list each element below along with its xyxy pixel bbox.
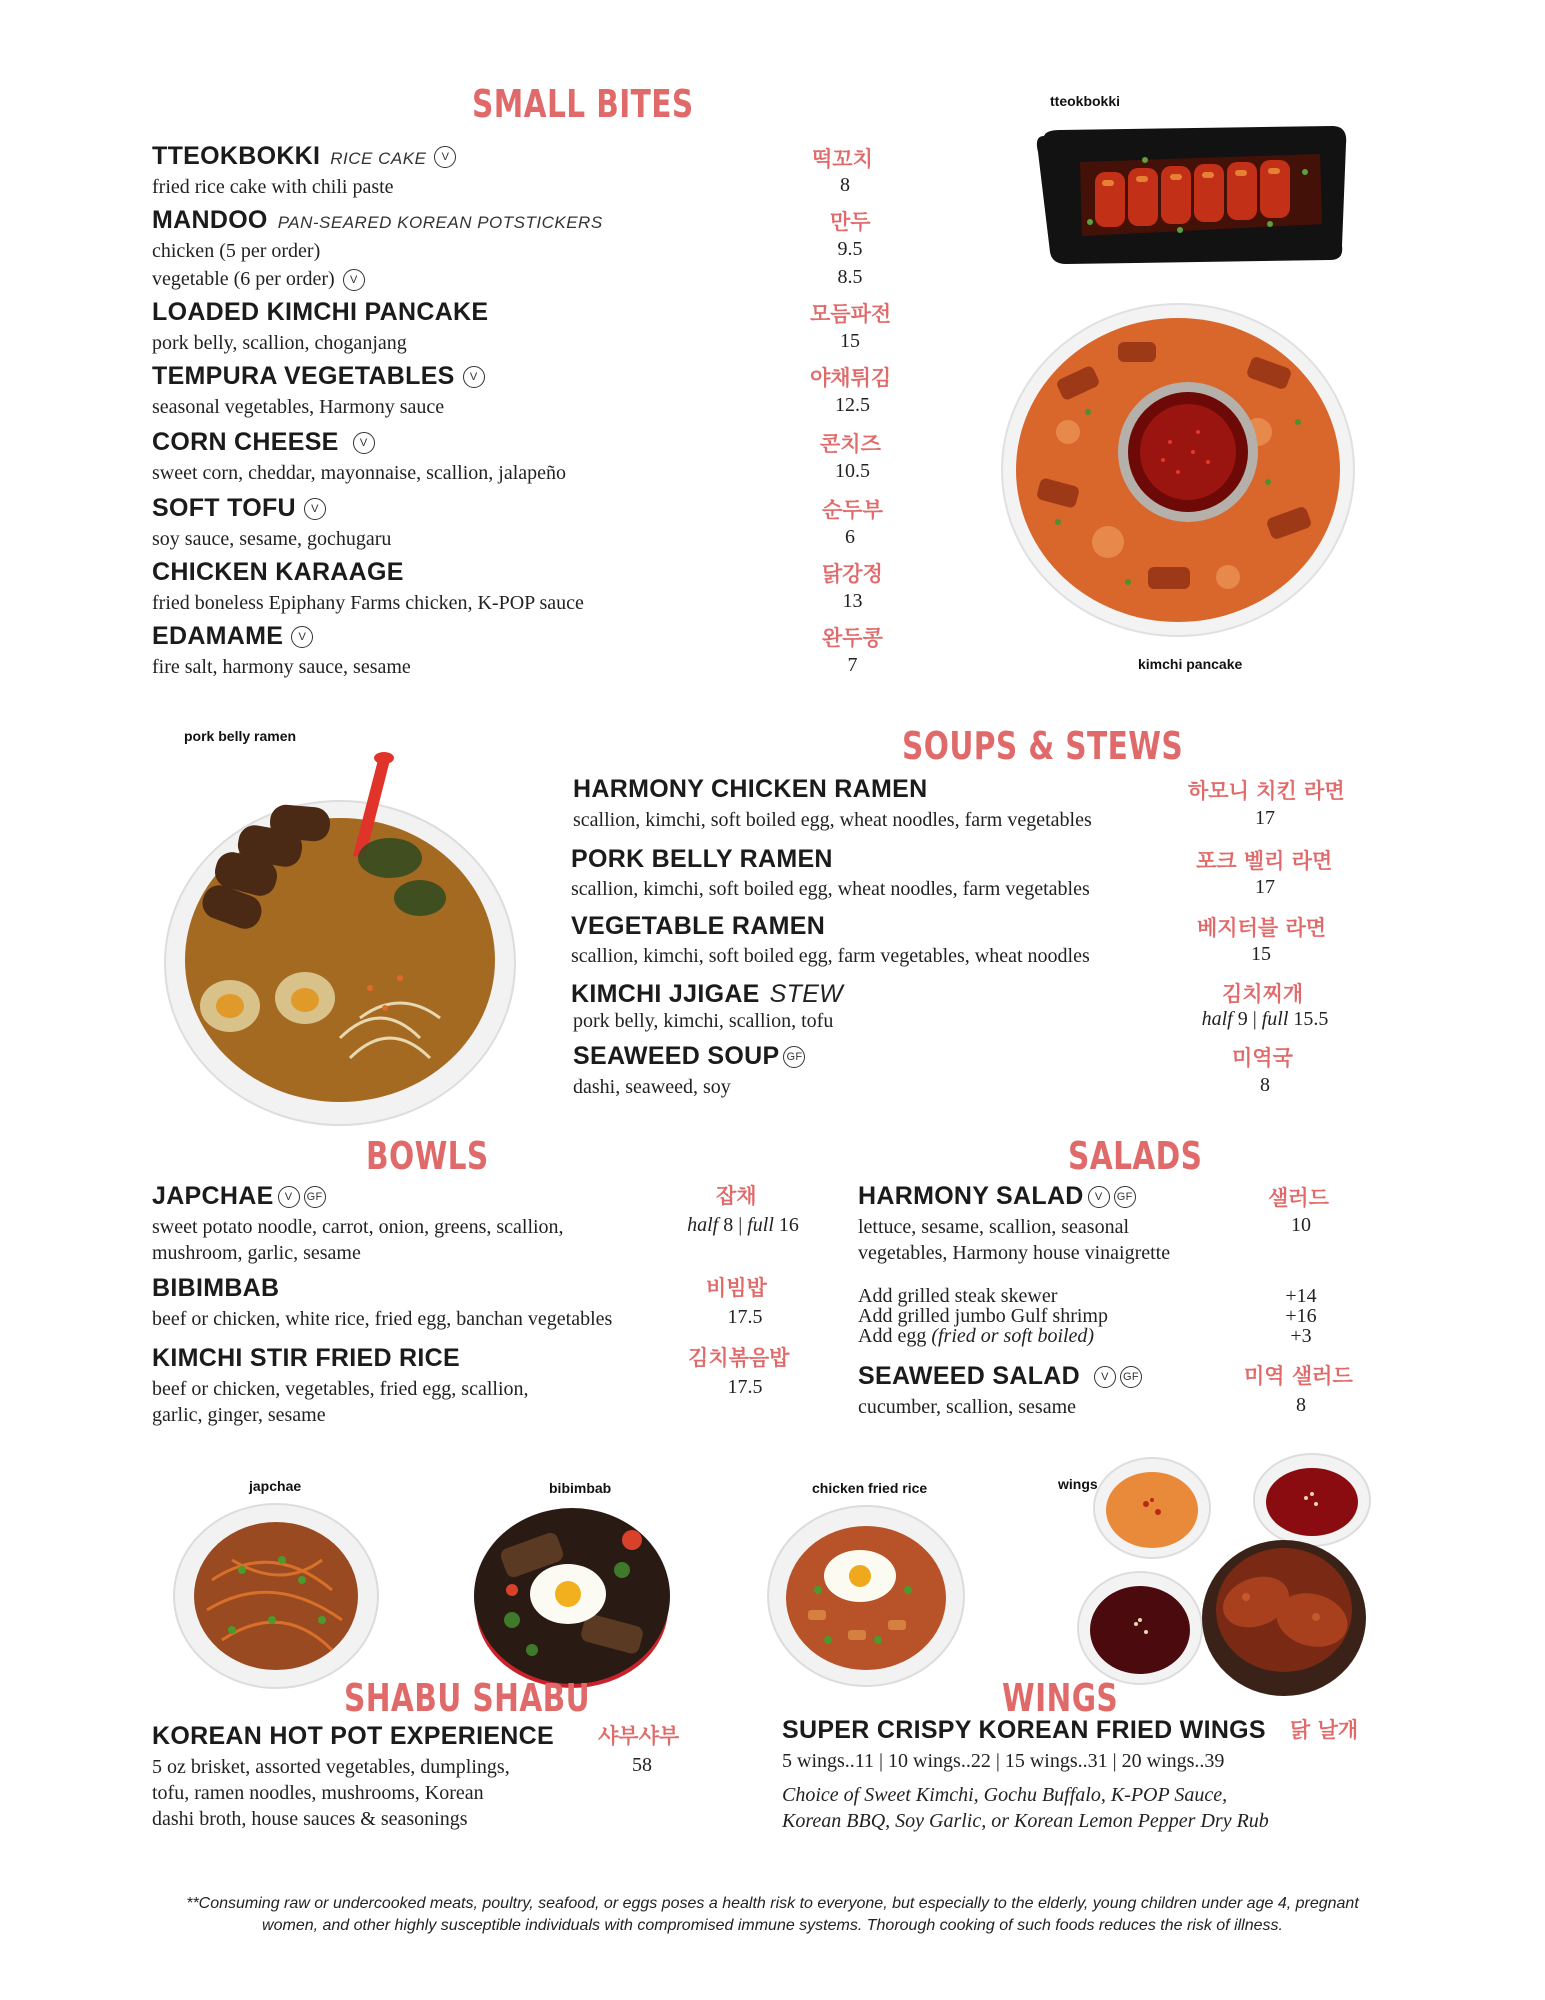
chicken-fried-rice-photo <box>768 1500 968 1690</box>
addon-shrimp: Add grilled jumbo Gulf shrimp <box>858 1305 1108 1327</box>
vegetarian-badge-icon: V <box>1094 1366 1116 1388</box>
gluten-free-badge-icon: GF <box>783 1046 805 1068</box>
photo-label: pork belly ramen <box>184 728 297 744</box>
menu-item-name: LOADED KIMCHI PANCAKE <box>152 298 489 326</box>
gluten-free-badge-icon: GF <box>1120 1366 1142 1388</box>
item-description: scallion, kimchi, soft boiled egg, farm vegetables, wheat noodles <box>571 945 1090 967</box>
item-korean-name: 포크 벨리 라면 <box>1196 849 1333 873</box>
item-korean-name: 베지터블 라면 <box>1197 916 1327 940</box>
addon-egg: Add egg (fried or soft boiled) <box>858 1325 1095 1347</box>
addon-steak: Add grilled steak skewer <box>858 1285 1058 1307</box>
item-price: 12.5 <box>835 394 870 416</box>
item-korean-name: 모듬파전 <box>810 302 892 326</box>
item-description: vegetables, Harmony house vinaigrette <box>858 1242 1171 1264</box>
item-price: 8 <box>1296 1394 1306 1416</box>
menu-item-name <box>152 142 456 171</box>
menu-item-name: KOREAN HOT POT EXPERIENCE <box>152 1722 554 1750</box>
section-title-soups-stews: SOUPS & STEWS <box>902 724 1184 768</box>
menu-item-name: KIMCHI JJIGAE STEW <box>571 980 844 1008</box>
item-price: 17.5 <box>727 1306 763 1328</box>
item-price: 9.5 <box>837 238 863 260</box>
menu-item-name <box>152 206 603 235</box>
tteokbokki-photo <box>1030 112 1350 272</box>
menu-item-name: CORN CHEESE V <box>152 428 375 457</box>
item-price: 17.5 <box>727 1376 763 1398</box>
item-korean-name: 닭 날개 <box>1290 1718 1359 1742</box>
item-price: 10 <box>1291 1214 1311 1236</box>
wings-sauce-choice: Choice of Sweet Kimchi, Gochu Buffalo, K-POP Sauce, <box>782 1784 1228 1806</box>
section-title-wings: WINGS <box>1002 1676 1119 1720</box>
section-title-bowls: BOWLS <box>366 1134 489 1178</box>
item-subtitle: STEW <box>769 980 844 1008</box>
menu-item-name: HARMONY SALAD V GF <box>858 1182 1136 1211</box>
item-price: 7 <box>847 654 858 676</box>
menu-item-name: HARMONY CHICKEN RAMEN <box>573 775 928 803</box>
item-subtitle: PAN-SEARED KOREAN POTSTICKERS <box>277 213 603 232</box>
menu-item-name: VEGETABLE RAMEN <box>571 912 826 940</box>
item-description: pork belly, kimchi, scallion, tofu <box>573 1010 834 1032</box>
menu-item-name: SEAWEED SOUP GF <box>573 1042 805 1071</box>
item-korean-name: 미역국 <box>1232 1046 1293 1070</box>
item-description: sweet potato noodle, carrot, onion, greens, scallion, <box>152 1216 564 1238</box>
photo-label: japchae <box>249 1478 302 1494</box>
item-korean-name: 잡채 <box>716 1184 757 1208</box>
item-price: 6 <box>845 526 855 548</box>
vegetarian-badge-icon: V <box>353 432 375 454</box>
addon-price: +16 <box>1285 1305 1317 1327</box>
item-price: 15 <box>1251 943 1271 965</box>
item-description: 5 oz brisket, assorted vegetables, dumplings, <box>152 1756 510 1778</box>
item-korean-name: 만두 <box>830 210 871 234</box>
photo-label: kimchi pancake <box>1138 656 1243 672</box>
item-price: 8 <box>1260 1074 1270 1096</box>
item-description: beef or chicken, vegetables, fried egg, scallion, <box>152 1378 529 1400</box>
photo-label: chicken fried rice <box>812 1480 928 1496</box>
menu-item-name: SOFT TOFU V <box>152 494 326 523</box>
vegetarian-badge-icon: V <box>278 1186 300 1208</box>
menu-item-name: SUPER CRISPY KOREAN FRIED WINGS <box>782 1716 1266 1744</box>
disclaimer-line: **Consuming raw or undercooked meats, poultry, seafood, or eggs poses a health risk to everyone, but especially to the elderly, young children under age 4, pregnant <box>186 1895 1359 1912</box>
item-description: mushroom, garlic, sesame <box>152 1242 361 1264</box>
item-price: 15 <box>840 330 860 352</box>
item-description: seasonal vegetables, Harmony sauce <box>152 396 445 418</box>
photo-label: wings <box>1058 1476 1098 1492</box>
item-description: fried rice cake with chili paste <box>152 176 394 198</box>
menu-item-name: SEAWEED SALAD V GF <box>858 1362 1142 1391</box>
item-description: scallion, kimchi, soft boiled egg, wheat noodles, farm vegetables <box>571 878 1090 900</box>
item-korean-name: 닭강정 <box>822 562 883 586</box>
addon-price: +3 <box>1290 1325 1312 1347</box>
menu-item-name: BIBIMBAB <box>152 1274 280 1302</box>
vegetarian-badge-icon: V <box>1088 1186 1110 1208</box>
gluten-free-badge-icon: GF <box>304 1186 326 1208</box>
item-name-tteokbokki: TTEOKBOKKI <box>152 142 321 170</box>
item-price: 17 <box>1255 807 1275 829</box>
health-disclaimer <box>90 1893 1455 1937</box>
item-price: 17 <box>1255 876 1275 898</box>
item-subtitle: RICE CAKE <box>330 149 427 168</box>
menu-item-name: EDAMAME V <box>152 622 313 651</box>
item-korean-name: 김치볶음밥 <box>688 1346 790 1370</box>
vegetarian-badge-icon: V <box>463 366 485 388</box>
section-title-shabu-shabu: SHABU SHABU <box>344 1676 591 1720</box>
item-description: cucumber, scallion, sesame <box>858 1396 1077 1418</box>
section-title-small-bites: SMALL BITES <box>472 82 694 126</box>
item-price: 8.5 <box>837 266 863 288</box>
menu-item-name: JAPCHAE V GF <box>152 1182 326 1211</box>
item-price: 58 <box>632 1754 652 1776</box>
disclaimer-line: women, and other highly susceptible individuals with compromised immune systems. Thorough cooking of such foods reduces the risk of illness. <box>262 1917 1283 1934</box>
item-korean-name: 미역 샐러드 <box>1244 1364 1353 1388</box>
item-korean-name: 하모니 치킨 라면 <box>1188 779 1345 803</box>
item-description: chicken (5 per order) <box>152 240 321 262</box>
menu-item-name: KIMCHI STIR FRIED RICE <box>152 1344 460 1372</box>
kimchi-pancake-photo <box>998 302 1368 642</box>
pork-belly-ramen-photo <box>160 738 530 1138</box>
vegetarian-badge-icon: V <box>291 626 313 648</box>
item-description: tofu, ramen noodles, mushrooms, Korean <box>152 1782 484 1804</box>
item-korean-name: 순두부 <box>822 498 883 522</box>
item-description: soy sauce, sesame, gochugaru <box>152 528 392 550</box>
item-description: fried boneless Epiphany Farms chicken, K-POP sauce <box>152 592 584 614</box>
item-price: 10.5 <box>835 460 870 482</box>
item-price-half-full: half 9 | full 15.5 <box>1201 1008 1329 1030</box>
bibimbab-photo <box>472 1500 672 1690</box>
item-description: scallion, kimchi, soft boiled egg, wheat noodles, farm vegetables <box>573 809 1092 831</box>
item-description: dashi broth, house sauces & seasonings <box>152 1808 468 1830</box>
item-korean-name: 완두콩 <box>822 626 883 650</box>
item-description: pork belly, scallion, choganjang <box>152 332 407 354</box>
menu-item-name: TEMPURA VEGETABLES V <box>152 362 485 391</box>
item-price: 13 <box>842 590 863 612</box>
menu-item-name: CHICKEN KARAAGE <box>152 558 404 586</box>
item-korean-name: 콘치즈 <box>820 432 881 456</box>
item-price-half-full: half 8 | full 16 <box>687 1214 799 1236</box>
item-description: garlic, ginger, sesame <box>152 1404 326 1426</box>
section-title-salads: SALADS <box>1068 1134 1203 1178</box>
photo-label: bibimbab <box>549 1480 612 1496</box>
item-korean-name: 샤부샤부 <box>598 1724 680 1748</box>
japchae-photo <box>172 1500 382 1690</box>
item-description: dashi, seaweed, soy <box>573 1076 731 1098</box>
photo-label: tteokbokki <box>1050 93 1121 109</box>
wings-photo <box>1066 1452 1386 1704</box>
item-description: vegetable (6 per order) V <box>152 266 365 292</box>
vegetarian-badge-icon: V <box>304 498 326 520</box>
item-name-mandoo: MANDOO <box>152 206 268 234</box>
item-description: sweet corn, cheddar, mayonnaise, scallion, jalapeño <box>152 462 567 484</box>
wings-pricing: 5 wings..11 | 10 wings..22 | 15 wings..31 | 20 wings..39 <box>782 1750 1225 1772</box>
item-description: fire salt, harmony sauce, sesame <box>152 656 411 678</box>
item-korean-name: 김치찌개 <box>1222 982 1304 1006</box>
gluten-free-badge-icon: GF <box>1114 1186 1136 1208</box>
item-price: 8 <box>840 174 850 196</box>
vegetarian-badge-icon: V <box>343 269 365 291</box>
item-korean-name: 떡꼬치 <box>812 147 873 171</box>
item-description: lettuce, sesame, scallion, seasonal <box>858 1216 1130 1238</box>
item-description: beef or chicken, white rice, fried egg, banchan vegetables <box>152 1308 613 1330</box>
menu-item-name: PORK BELLY RAMEN <box>571 845 833 873</box>
item-korean-name: 야채튀김 <box>810 366 892 390</box>
item-korean-name: 샐러드 <box>1268 1186 1329 1210</box>
addon-price: +14 <box>1285 1285 1317 1307</box>
wings-sauce-choice: Korean BBQ, Soy Garlic, or Korean Lemon Pepper Dry Rub <box>782 1810 1269 1832</box>
vegetarian-badge-icon: V <box>434 146 456 168</box>
item-korean-name: 비빔밥 <box>706 1276 767 1300</box>
